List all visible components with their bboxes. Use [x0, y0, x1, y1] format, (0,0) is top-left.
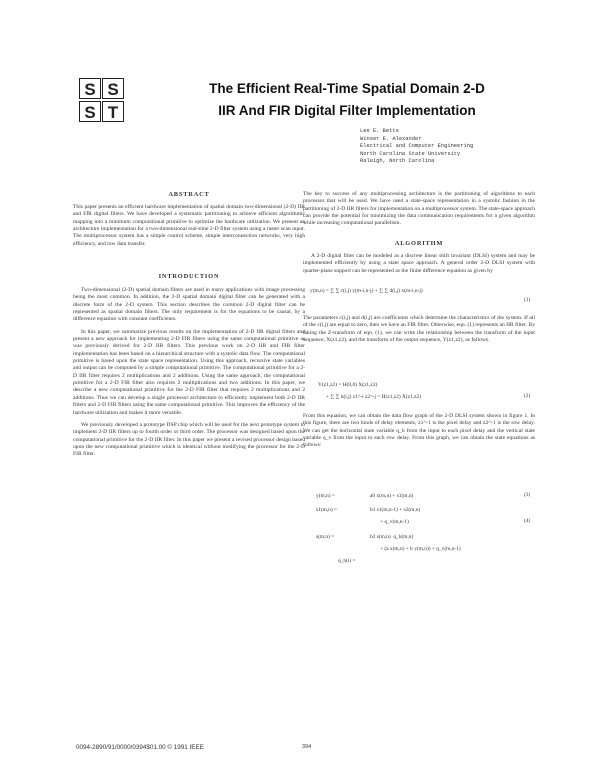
- author-line: Winser E. Alexander: [360, 135, 422, 142]
- page-number: 394: [302, 744, 312, 750]
- algorithm-paragraph: A 2-D digital filter can be modeled as a discrete linear shift invariant (DLSI) system and may be implemented efficiently by using a state space approach. A general order 2-D DLSI system with quarter-plane support can be represented as the finite difference equation as given by: [303, 253, 535, 274]
- equation-6-lhs: q_h(i) =: [338, 558, 356, 564]
- algorithm-heading: ALGORITHM: [394, 240, 444, 247]
- equation-2-line1: Y(z1,z2) = H(0,0) X(z1,z2): [318, 382, 378, 388]
- equation-2-line2: + ∑ ∑ h(i,j) z1^-i z2^-j = H(z1,z2) X(z1,z2): [326, 394, 422, 400]
- paper-title-line1: The Efficient Real-Time Spatial Domain 2-D: [209, 81, 485, 96]
- parameters-text: [303, 315, 535, 349]
- ssst-logo: [79, 78, 125, 124]
- author-line: Raleigh, North Carolina: [360, 158, 435, 164]
- abstract-text: [73, 204, 305, 253]
- equation-3-lhs: y(m,n) =: [316, 493, 335, 499]
- intro-paragraph-2: In this paper, we summarize previous results on the implementation of 2-D IIR digital filters and present a new approach for implementing 2-D FIR filters using the same computational primitive as was previously derived for 2-D IIR filters. This previous work on 2-D IIR and FIR filter implementation has been based on a hierarchical structure with a systolic data flow. The computational primitive is based upon the state space representation. Using this approach, recursive state variables and output can be computed by a simple computational primitive. The computational primitive for a 2-D IIR filter requires 2 multiplications and 2 additions. Using the same approach, the computational primitive for a 2-D FIR filter also requires 2 multiplications and two additions. In this paper, we describe a new computational primitive for the 2-D FIR filter that requires 2 multiplications and 2 additions. Thus we can develop a single processor architecture to efficiently implement both 2-D IIR filters and 2-D FIR filters using the same computational primitive. This improves the efficiency of the hardware utilization and makes it more versatile.: [73, 328, 305, 416]
- equation-4-rhs: b1 s1(m,n-1) + s2(m,n): [370, 507, 421, 513]
- introduction-text: [73, 287, 305, 464]
- intro-paragraph-1: Two-dimensional (2-D) spatial domain filters are used in many applications with image processing being the most common. In addition, the 2-D spatial domain digital filter can be generated with a discrete form of the 2-D system. This section describes the common 2-D digital filter can be represented as spatial domain filters. The only requirement is for the equations to be causal, by a difference equation with constant coefficients.: [73, 287, 305, 323]
- algorithm-text: [303, 253, 535, 280]
- right-column-intro: [303, 191, 535, 233]
- equation-4-number: (4): [524, 518, 531, 524]
- parameters-paragraph: The parameters c(i,j) and d(i,j) are coefficients which determine the characteristics of the system. If all of the c(i,j) are equal to zero, then we have an FIR filter. Otherwise, eqn. (1) represents an IIR filter. By taking the Z-transform of eqn. (1), we can write the relationship between the transform of the input sequence, X(z1,z2), and the transform of the output sequence, Y(z1,z2), as follows.: [303, 315, 535, 344]
- equation-4-lhs: s1(m,n) =: [316, 507, 338, 513]
- equation-5-rhs: b2 s(m,n) q_h(m,n): [370, 534, 414, 540]
- equation-2-number: (2): [524, 393, 531, 399]
- abstract-paragraph: This paper presents an efficient hardware implementation of spatial domain two-dimensional (2-D) IIR and FIR digital filters. We have developed a systematic partitioning to achieve efficient algorithmic mapping into a minimum computational primitive to optimize the hardware utilization. We present an architecture implementation for a two-dimensional real-time 2-D filter system using a raster scan input. The multiprocessor system has a simple control scheme, simple interconnection networks, very high efficiency, and low data transfer.: [73, 204, 305, 247]
- equation-5-lhs: s(m,n) =: [316, 534, 335, 540]
- abstract-heading: ABSTRACT: [168, 191, 210, 198]
- equation-4-continuation: + q_v(m,n-1): [380, 519, 409, 525]
- equation-3-number: (3): [524, 492, 531, 498]
- equation-3-rhs: a0 x(m,n) + s1(m,n): [370, 493, 414, 499]
- equation-5-continuation: + (a x(m,n) + b y(m,n)) + q_v(m,n-1): [380, 546, 461, 552]
- introduction-heading: INTRODUCTION: [158, 273, 220, 280]
- logo-letter: S: [79, 101, 101, 122]
- intro-paragraph-3: We previously developed a prototype DSP chip which will be used for the next prototype system to implement 2-D IIR filters up to fourth order or third order. The processor was designed based upon the computational primitive for the 2-D IIR filter. In this paper we present a revised processor design based upon the new computational primitive which is identical without modifying the processor for the 2-D FIR filter.: [73, 421, 305, 458]
- paper-title-line2: IIR And FIR Digital Filter Implementation: [218, 103, 476, 118]
- logo-letter: S: [102, 78, 124, 99]
- equation-1-number: (1): [524, 297, 531, 303]
- state-equations-paragraph: From this equation, we can obtain the data flow graph of the 2-D DLSI system shown in figure 1. In this figure, there are two kinds of delay elements, z1^-1 is the pixel delay and z2^-1 is the row delay. We can get the horizontal state variable q_h from the input to each pixel delay and the vertical state variable q_v from the input to each row delay. From this graph, we can obtain the state equations as follows:: [303, 413, 535, 449]
- logo-letter: S: [79, 78, 101, 99]
- equation-1: y(m,n) = ∑ ∑ c(i,j) y(m-i,n-j) + ∑ ∑ d(i,j) x(m-i,n-j): [310, 288, 423, 294]
- copyright-line: 0094-2890/91/0000/0394$01.00 © 1991 IEEE: [76, 744, 204, 751]
- right-paragraph-1: The key to success of any multiprocessing architecture is the partitioning of algorithms to each processor that will be used. We have used a state-space representation in a systolic fashion in the partitioning of 2-D IIR filters for implementation on a multiprocessor system. The state-space approach can provide the potential for minimizing the data communication requirements for a given algorithm while increasing computational parallelism.: [303, 191, 535, 227]
- author-line: Lee E. Betts: [360, 128, 399, 134]
- logo-letter: T: [102, 101, 124, 122]
- author-line: North Carolina State University: [360, 150, 461, 157]
- author-block: [360, 128, 560, 166]
- state-equations-text: [303, 413, 535, 455]
- author-line: Electrical and Computer Engineering: [360, 143, 474, 149]
